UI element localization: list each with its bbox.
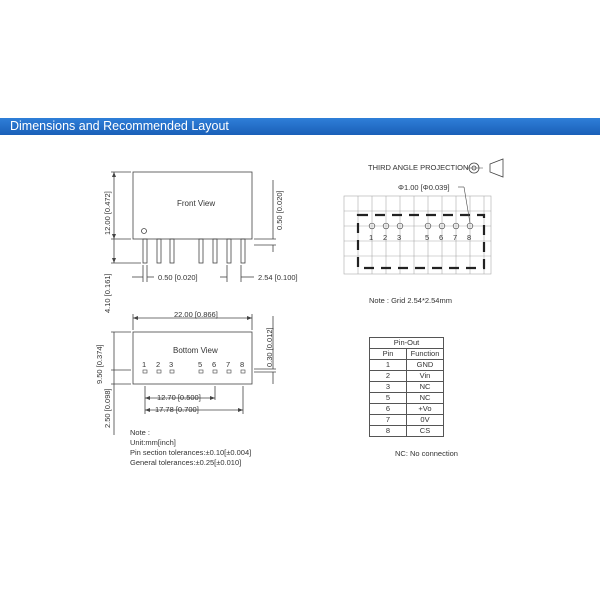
note-line: Pin section tolerances:±0.10[±0.004]: [130, 448, 252, 457]
bottom-offset-dim: 2.50 [0.098]: [103, 388, 112, 428]
hole-dim: Φ1.00 [Φ0.039]: [398, 183, 450, 192]
function-cell: 0V: [407, 415, 444, 426]
table-row: [370, 393, 444, 404]
bottom-view-body: [133, 332, 252, 384]
pin1-marker: [142, 229, 147, 234]
third-angle-projection-icon: [466, 159, 503, 177]
function-cell: CS: [407, 426, 444, 437]
front-lead-dim: 4.10 [0.161]: [103, 273, 112, 313]
layout-pin-label: 6: [439, 233, 444, 242]
pin-cell: 5: [370, 393, 407, 404]
front-view-label: Front View: [177, 199, 216, 208]
bottom-pin-dia-dim: 0.30 [0.012]: [265, 327, 274, 367]
pinout-table: [369, 337, 444, 437]
table-row: [370, 426, 444, 437]
pin-cell: 6: [370, 404, 407, 415]
pinout-header-function: Function: [407, 349, 444, 360]
front-standoff-dim: 0.50 [0.020]: [275, 190, 284, 230]
layout-pin-label: 2: [383, 233, 388, 242]
bottom-width-dim: 9.50 [0.374]: [95, 344, 104, 384]
projection-label: THIRD ANGLE PROJECTION: [368, 163, 469, 172]
function-cell: +Vo: [407, 404, 444, 415]
front-pitch-dim: 2.54 [0.100]: [258, 273, 298, 282]
bottom-span1-dim: 12.70 [0.500]: [157, 393, 201, 402]
footprint-outline: [358, 215, 484, 268]
table-row: [370, 404, 444, 415]
bottom-pin-label: 2: [156, 360, 161, 369]
table-row: [370, 415, 444, 426]
layout-pin-label: 7: [453, 233, 458, 242]
layout-pin-label: 8: [467, 233, 472, 242]
layout-pin-label: 5: [425, 233, 430, 242]
pinout-footnote: NC: No connection: [395, 449, 458, 458]
bottom-view-pads: [143, 370, 245, 373]
pin-cell: 7: [370, 415, 407, 426]
function-cell: Vin: [407, 371, 444, 382]
front-view-pins: [143, 239, 245, 263]
bottom-pin-label: 1: [142, 360, 147, 369]
note-line: Unit:mm[inch]: [130, 438, 176, 447]
pin-cell: 3: [370, 382, 407, 393]
layout-pin-label: 3: [397, 233, 402, 242]
bottom-length-dim: 22.00 [0.866]: [174, 310, 218, 319]
grid-note: Note : Grid 2.54*2.54mm: [369, 296, 452, 305]
section-title: Dimensions and Recommended Layout: [10, 119, 229, 133]
notes-title: Note :: [130, 428, 151, 437]
table-row: [370, 371, 444, 382]
pinout-title: Pin-Out: [370, 338, 444, 349]
front-pin-width-dim: 0.50 [0.020]: [158, 273, 198, 282]
bottom-view-label: Bottom View: [173, 346, 218, 355]
front-height-dim: 12.00 [0.472]: [103, 191, 112, 235]
bottom-pin-label: 8: [240, 360, 245, 369]
bottom-pin-label: 3: [169, 360, 174, 369]
bottom-pin-label: 6: [212, 360, 217, 369]
table-row: [370, 360, 444, 371]
layout-pin-label: 1: [369, 233, 374, 242]
function-cell: GND: [407, 360, 444, 371]
bottom-pin-label: 7: [226, 360, 231, 369]
function-cell: NC: [407, 393, 444, 404]
pin-cell: 2: [370, 371, 407, 382]
bottom-pin-label: 5: [198, 360, 203, 369]
pin-cell: 8: [370, 426, 407, 437]
note-line: General tolerances:±0.25[±0.010]: [130, 458, 242, 467]
bottom-span2-dim: 17.78 [0.700]: [155, 405, 199, 414]
function-cell: NC: [407, 382, 444, 393]
pin-cell: 1: [370, 360, 407, 371]
table-row: [370, 382, 444, 393]
pinout-header-pin: Pin: [370, 349, 407, 360]
